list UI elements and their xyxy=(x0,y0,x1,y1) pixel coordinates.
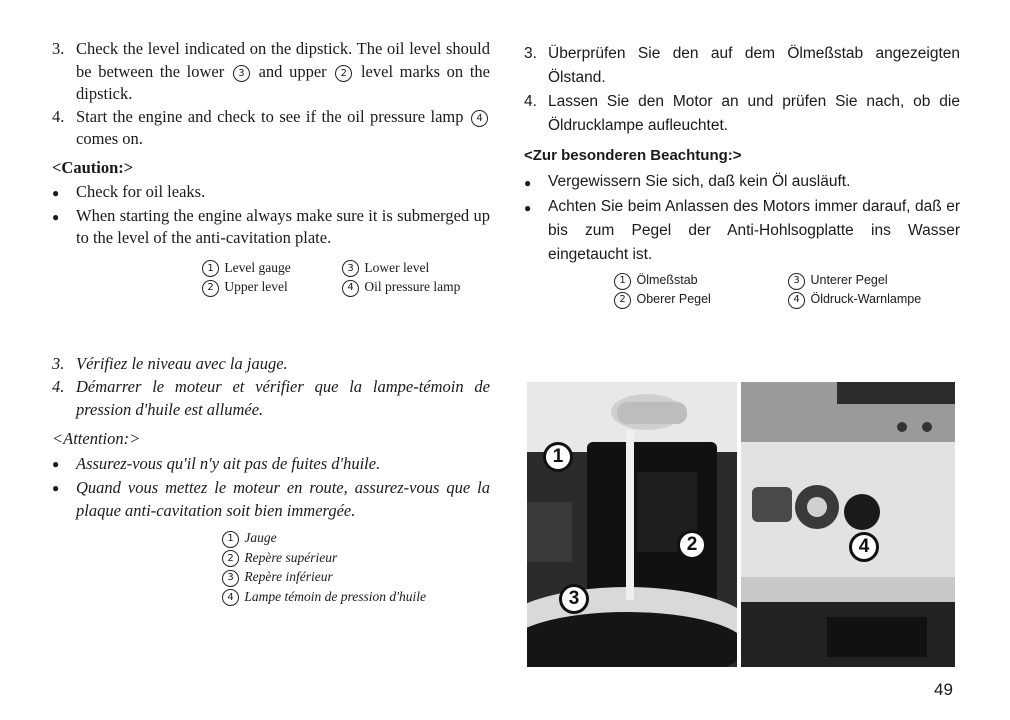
german-step-4 xyxy=(524,90,960,138)
step-number: 3. xyxy=(52,39,65,58)
french-bullet: ● Quand vous mettez le moteur en route, assurez-vous que la plaque anti-cavitation soit bien immergée. xyxy=(52,478,490,520)
german-bullet: ● Vergewissern Sie sich, daß kein Öl ausläuft. xyxy=(524,170,960,195)
english-bullet: ● When starting the engine always make sure it is submerged up to the level of the anti-cavitation plate. xyxy=(52,205,490,250)
german-caution-heading: <Zur besonderen Beachtung:> xyxy=(524,147,742,164)
legend-item: 2 Repère supérieur xyxy=(220,548,500,568)
bullet-icon: ● xyxy=(52,209,60,224)
german-step-3 xyxy=(524,42,960,90)
step-text: Lassen Sie den Motor an und prüfen Sie nach, ob die Öldrucklampe aufleuchtet. xyxy=(548,93,960,134)
legend-item: 2 Upper level xyxy=(200,277,340,297)
bullet-icon: ● xyxy=(524,201,532,215)
step-number: 4. xyxy=(52,377,65,396)
english-caution-heading: <Caution:> xyxy=(52,157,134,177)
engine-photo xyxy=(527,382,955,667)
step-text: level marks on the dipstick. xyxy=(76,61,490,103)
photo-marker-2: 2 xyxy=(677,530,707,560)
german-bullet: ● Achten Sie beim Anlassen des Motors immer darauf, daß er bis zum Pegel der Anti-Hohlsogplatte ins Wasser eingetaucht ist. xyxy=(524,195,960,267)
bullet-icon: ● xyxy=(52,457,60,471)
photo-marker-4: 4 xyxy=(849,532,879,562)
legend-item: 4 Öldruck-Warnlampe xyxy=(786,290,956,309)
bullet-icon: ● xyxy=(52,186,60,200)
german-legend xyxy=(612,271,960,309)
step-text: Vérifiez le niveau avec la jauge. xyxy=(76,354,288,373)
step-text: comes on. xyxy=(76,129,143,148)
legend-item: 4 Lampe témoin de pression d'huile xyxy=(220,587,500,607)
step-text: Start the engine and check to see if the oil pressure lamp xyxy=(76,106,469,126)
french-section xyxy=(52,352,490,606)
french-step-4 xyxy=(52,375,490,421)
photo-marker-3: 3 xyxy=(559,584,589,614)
step-text: Überprüfen Sie den auf dem Ölmeßstab angezeigten Ölstand. xyxy=(548,45,960,86)
page-number: 49 xyxy=(934,680,953,699)
french-bullet: ● Assurez-vous qu'il n'y ait pas de fuites d'huile. xyxy=(52,452,490,476)
legend-item: 3 Repère inférieur xyxy=(220,567,500,587)
french-legend xyxy=(220,528,490,606)
english-step-3 xyxy=(52,38,490,106)
step-number: 3. xyxy=(524,45,537,62)
step-number: 3. xyxy=(52,354,65,373)
english-step-4 xyxy=(52,106,490,151)
legend-item: 1 Ölmeßstab xyxy=(612,271,786,290)
bullet-icon: ● xyxy=(524,176,532,190)
legend-item: 1 Jauge xyxy=(220,528,500,548)
step-text: Check the level indicated on the dipstick. The oil level should be between the lower xyxy=(76,39,490,81)
ref-marker: 4 xyxy=(471,110,488,127)
ref-marker: 3 xyxy=(233,65,250,82)
photo-marker-1: 1 xyxy=(543,442,573,472)
ref-marker: 2 xyxy=(335,65,352,82)
step-number: 4. xyxy=(52,106,65,126)
step-number: 4. xyxy=(524,93,537,110)
step-text: and upper xyxy=(251,61,334,81)
legend-item: 1 Level gauge xyxy=(200,258,340,278)
engine-photo-drawing xyxy=(527,382,955,667)
english-legend xyxy=(200,258,490,297)
legend-item: 3 Lower level xyxy=(340,258,490,278)
english-bullet: ● Check for oil leaks. xyxy=(52,181,490,205)
bullet-icon: ● xyxy=(52,481,60,495)
french-step-3 xyxy=(52,352,490,375)
english-section xyxy=(52,38,490,297)
french-caution-heading: <Attention:> xyxy=(52,429,141,448)
legend-item: 3 Unterer Pegel xyxy=(786,271,956,290)
legend-item: 4 Oil pressure lamp xyxy=(340,277,490,297)
german-section xyxy=(524,42,960,309)
legend-item: 2 Oberer Pegel xyxy=(612,290,786,309)
step-text: Démarrer le moteur et vérifier que la lampe-témoin de pression d'huile est allumée. xyxy=(76,377,490,419)
